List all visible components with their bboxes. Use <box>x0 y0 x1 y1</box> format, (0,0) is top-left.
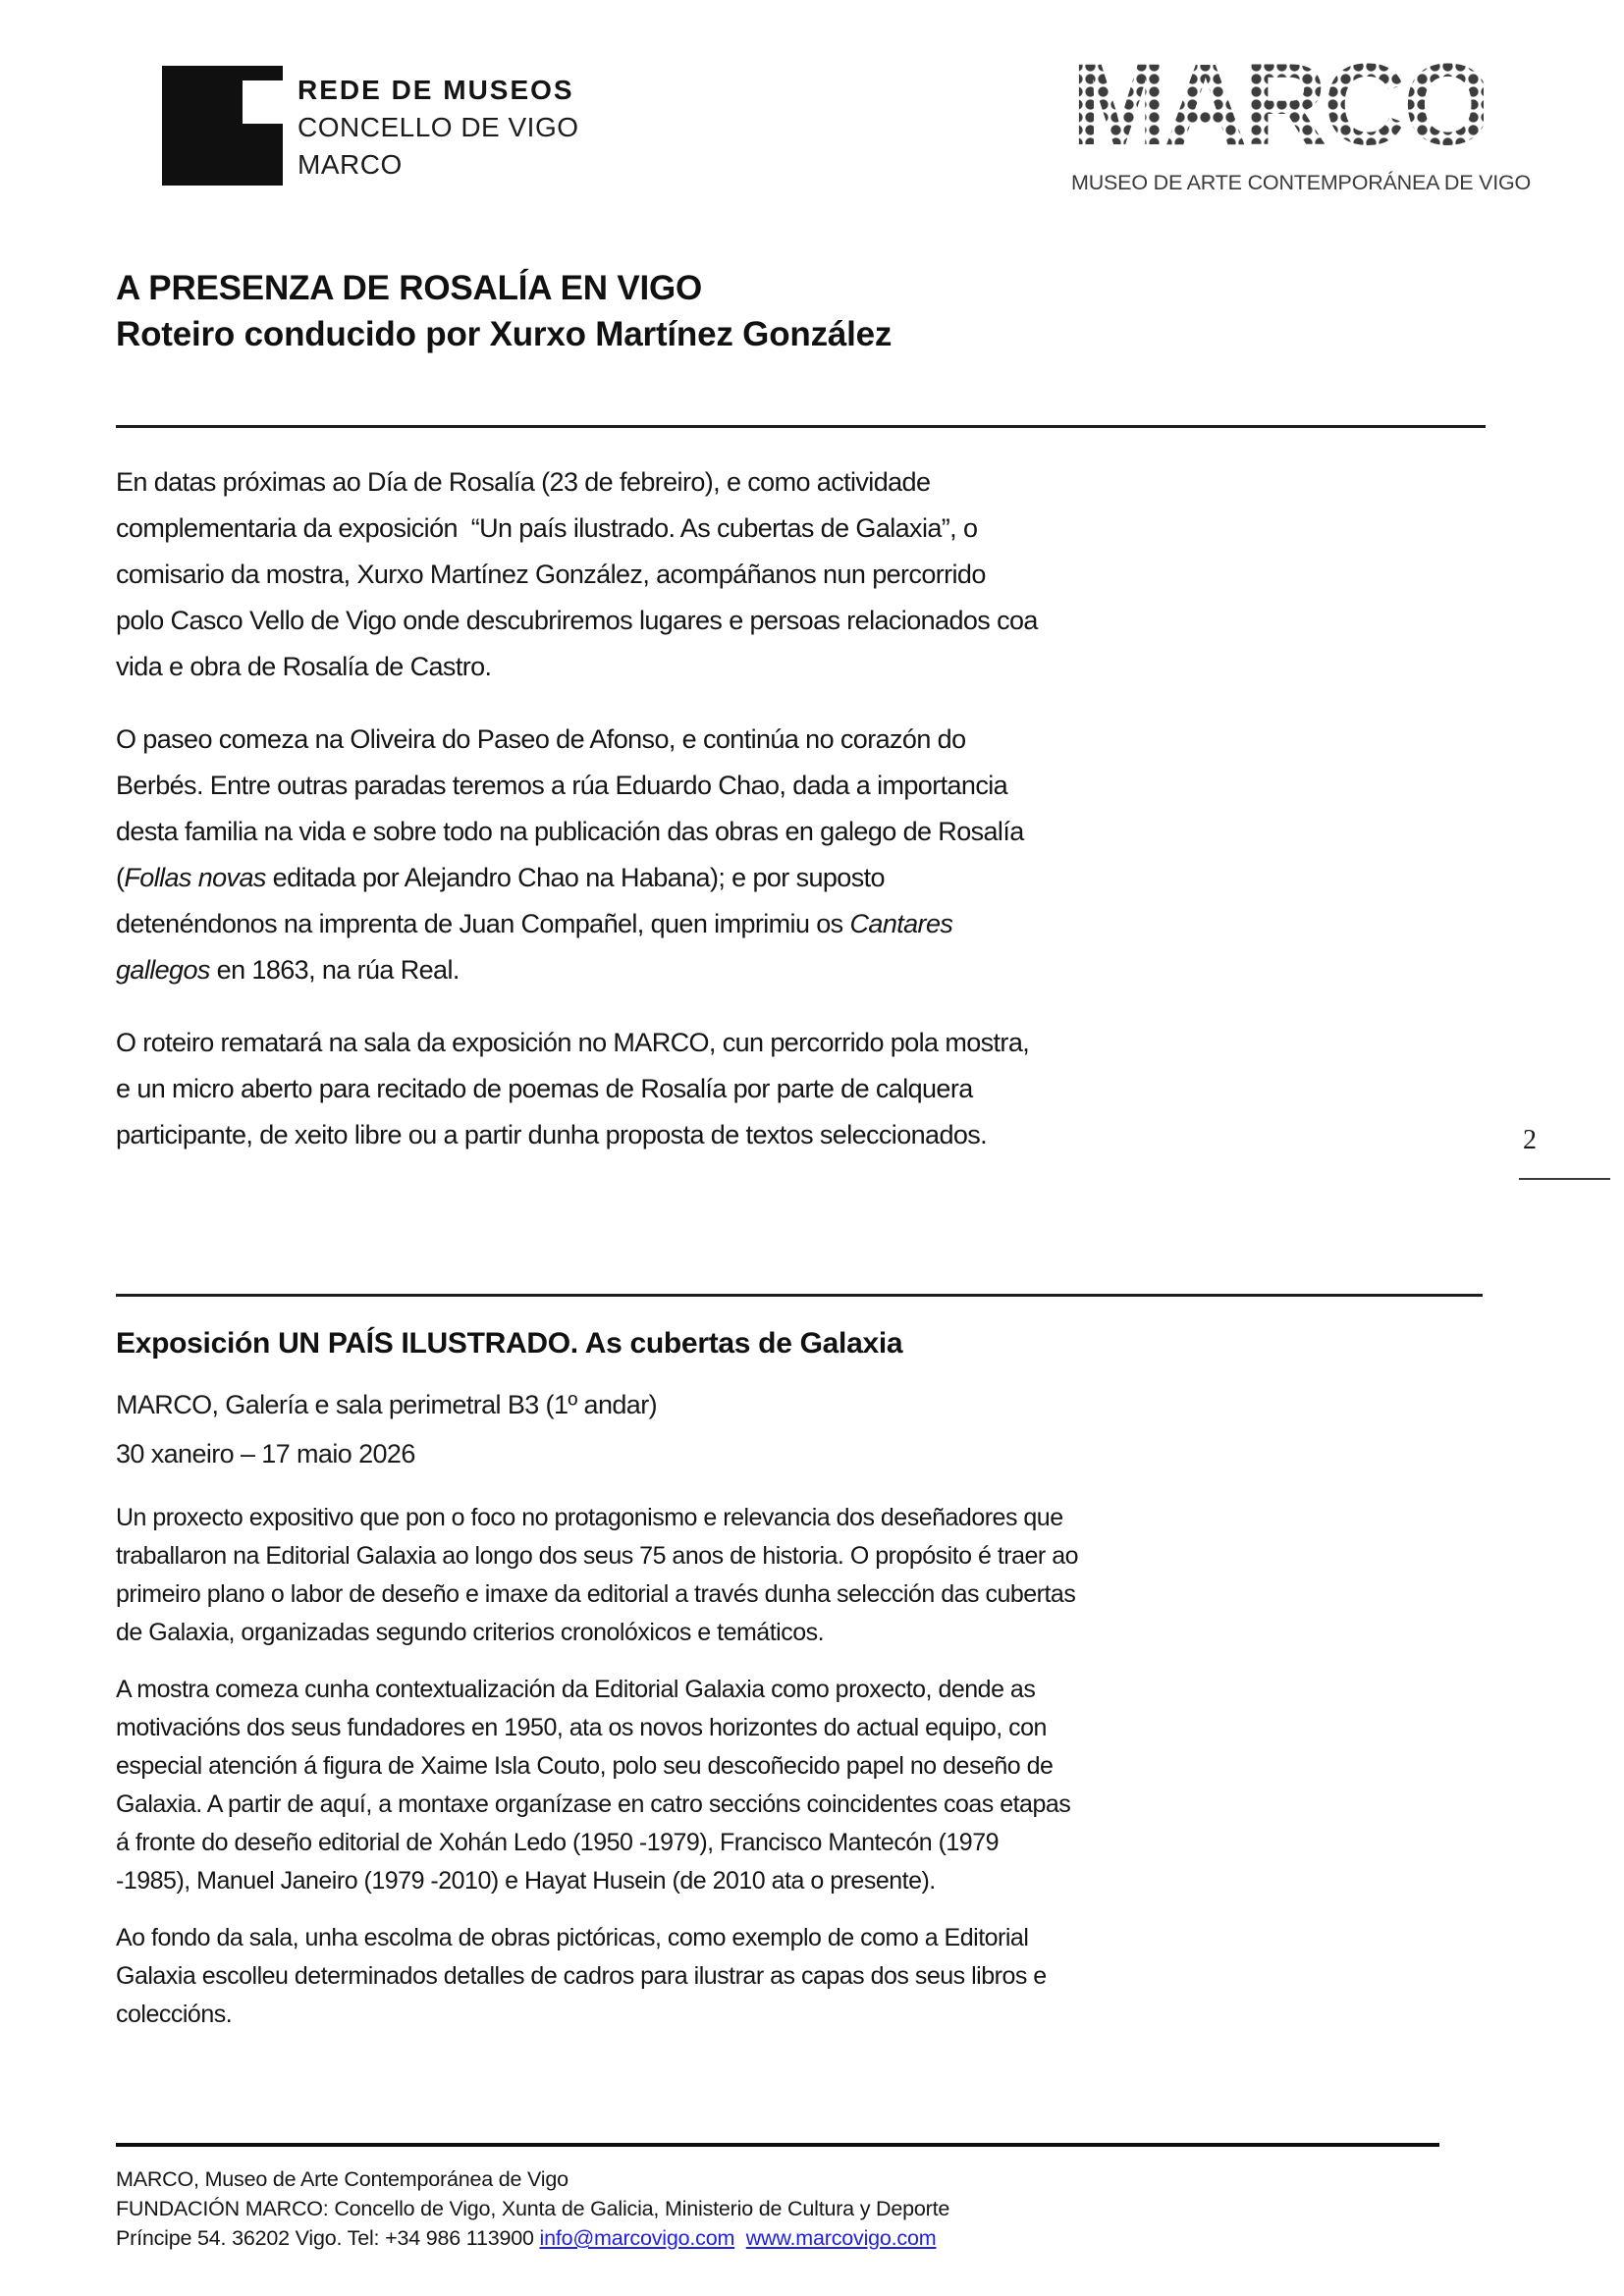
footer-line3: Príncipe 54. 36202 Vigo. Tel: +34 986 113900 info@marcovigo.com www.marcovigo.com <box>116 2226 937 2250</box>
marco-logo <box>1071 40 1532 195</box>
intro-section <box>116 459 1039 1185</box>
footer-link[interactable]: info@marcovigo.com <box>539 2226 735 2250</box>
intro-paragraph-3: O roteiro rematará na sala da exposición no MARCO, cun percorrido pola mostra, e un micro aberto para recitado de poemas de Rosalía por parte de calquera participante, de xeito libre ou a partir dunha proposta de textos seleccionados. <box>116 1028 1030 1149</box>
page-footer <box>116 2164 1490 2253</box>
section-divider-rule <box>116 1294 1483 1297</box>
footer-line1: MARCO, Museo de Arte Contemporánea de Vigo <box>116 2167 568 2191</box>
intro-paragraph-2: O paseo comeza na Oliveira do Paseo de Afonso, e continúa no corazón do Berbés. Entre outras paradas teremos a rúa Eduardo Chao, dada a importancia desta familia na vida e sobre todo na publicación das obras en galego de Rosalía (Follas novas editada por Alejandro Chao na Habana); e por suposto detenéndonos na imprenta de Juan Compañel, quen imprimiu os Cantares gallegos en 1863, na rúa Real. <box>116 724 1024 985</box>
exposition-paragraph-1: Un proxecto expositivo que pon o foco no protagonismo e relevancia dos deseñadores que traballaron na Editorial Galaxia ao longo dos seus 75 anos de historia. O propósito é traer ao primeiro plano o labor de deseño e imaxe da editorial a través dunha selección das cubertas de Galaxia, organizadas segundo criterios cronolóxicos e temáticos. <box>116 1504 1079 1646</box>
exposition-heading: Exposición UN PAÍS ILUSTRADO. As cubertas de Galaxia <box>116 1327 903 1360</box>
exposition-paragraph-3: Ao fondo da sala, unha escolma de obras pictóricas, como exemplo de como a Editorial Galaxia escolleu determinados detalles de cadros para ilustrar as capas dos seus libros e coleccións. <box>116 1924 1047 2028</box>
intro-paragraph-1: En datas próximas ao Día de Rosalía (23 de febreiro), e como actividade complementaria da exposición “Un país ilustrado. As cubertas de Galaxia”, o comisario da mostra, Xurxo Martínez González, acompáñanos nun percorrido polo Casco Vello de Vigo onde descubriremos lugares e persoas relacionados coa vida e obra de Rosalía de Castro. <box>116 467 1038 681</box>
exposition-section <box>116 1327 1078 2053</box>
footer-divider-rule <box>116 2143 1439 2147</box>
rede-museos-logo-line3: MARCO <box>298 149 403 180</box>
exposition-paragraph-2: A mostra comeza cunha contextualización da Editorial Galaxia como proxecto, dende as motivacións dos seus fundadores en 1950, ata os novos horizontes do actual equipo, con especial atención á figura de Xaime Isla Couto, polo seu descoñecido papel no deseño de Galaxia. A partir de aquí, a montaxe organízase en catro seccións coincidentes coas etapas á fronte do deseño editorial de Xohán Ledo (1950 -1979), Francisco Mantecón (1979 -1985), Manuel Janeiro (1979 -2010) e Hayat Husein (de 2010 ata o presente). <box>116 1676 1071 1895</box>
marco-logo-subtitle: MUSEO DE ARTE CONTEMPORÁNEA DE VIGO <box>1071 171 1532 194</box>
document-title <box>116 265 1294 357</box>
document-title-line1: A PRESENZA DE ROSALÍA EN VIGO <box>116 269 703 307</box>
footer-line2: FUNDACIÓN MARCO: Concello de Vigo, Xunta de Galicia, Ministerio de Cultura y Deporte <box>116 2197 950 2220</box>
rede-museos-logo <box>298 72 579 184</box>
exposition-venue: MARCO, Galería e sala perimetral B3 (1º andar) <box>116 1390 657 1419</box>
rede-museos-logo-line1: REDE DE MUSEOS <box>298 75 574 105</box>
rede-museos-logo-mark <box>162 66 283 186</box>
page-number-rule <box>1519 1178 1610 1180</box>
page-number: 2 <box>1523 1125 1537 1155</box>
title-divider-rule <box>116 425 1486 428</box>
document-title-line2: Roteiro conducido por Xurxo Martínez González <box>116 315 893 353</box>
footer-link[interactable]: www.marcovigo.com <box>745 2226 937 2250</box>
rede-museos-logo-line2: CONCELLO DE VIGO <box>298 112 579 142</box>
marco-wordmark: MARCO <box>1071 40 1489 170</box>
exposition-dates: 30 xaneiro – 17 maio 2026 <box>116 1439 415 1468</box>
